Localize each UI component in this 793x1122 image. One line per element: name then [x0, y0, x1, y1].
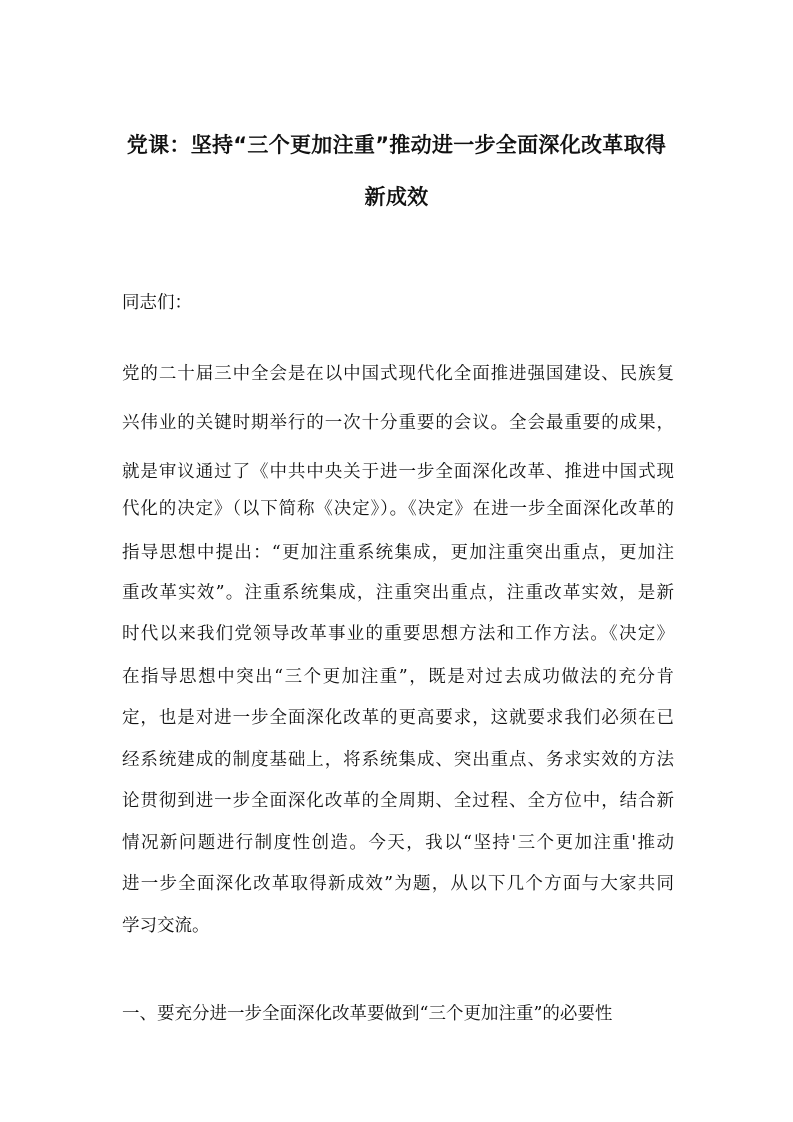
paragraph-line: 情况新问题进行制度性创造。今天，我以“坚持'三个更加注重'推动 — [122, 833, 674, 853]
section-heading: 一、要充分进一步全面深化改革要做到“三个更加注重”的必要性 — [122, 1004, 613, 1024]
greeting: 同志们： — [122, 293, 192, 313]
paragraph-line: 在指导思想中突出“三个更加注重”，既是对过去成功做法的充分肯 — [122, 667, 674, 687]
paragraph-line: 定，也是对进一步全面深化改革的更高要求，这就要求我们必须在已 — [122, 708, 674, 728]
paragraph-line: 就是审议通过了《中共中央关于进一步全面深化改革、推进中国式现 — [122, 462, 674, 482]
paragraph-line: 代化的决定》（以下简称《决定》）。《决定》在进一步全面深化改革的 — [122, 499, 674, 519]
paragraph-line: 论贯彻到进一步全面深化改革的全周期、全过程、全方位中，结合新 — [122, 791, 674, 811]
paragraph-line: 学习交流。 — [122, 916, 210, 936]
paragraph-line: 经系统建成的制度基础上，将系统集成、突出重点、务求实效的方法 — [122, 750, 674, 770]
document-title-line-2: 新成效 — [364, 185, 429, 209]
paragraph-line: 指导思想中提出：“更加注重系统集成，更加注重突出重点，更加注 — [122, 543, 674, 563]
paragraph-line: 党的二十届三中全会是在以中国式现代化全面推进强国建设、民族复 — [122, 364, 674, 384]
document-title-line-1: 党课：坚持“三个更加注重”推动进一步全面深化改革取得 — [126, 133, 667, 157]
paragraph-line: 兴伟业的关键时期举行的一次十分重要的会议。全会最重要的成果， — [122, 413, 674, 433]
paragraph-line: 重改革实效”。注重系统集成，注重突出重点，注重改革实效，是新 — [122, 583, 674, 603]
paragraph-line: 进一步全面深化改革取得新成效”为题，从以下几个方面与大家共同 — [122, 874, 674, 894]
paragraph-line: 时代以来我们党领导改革事业的重要思想方法和工作方法。《决定》 — [122, 624, 674, 644]
